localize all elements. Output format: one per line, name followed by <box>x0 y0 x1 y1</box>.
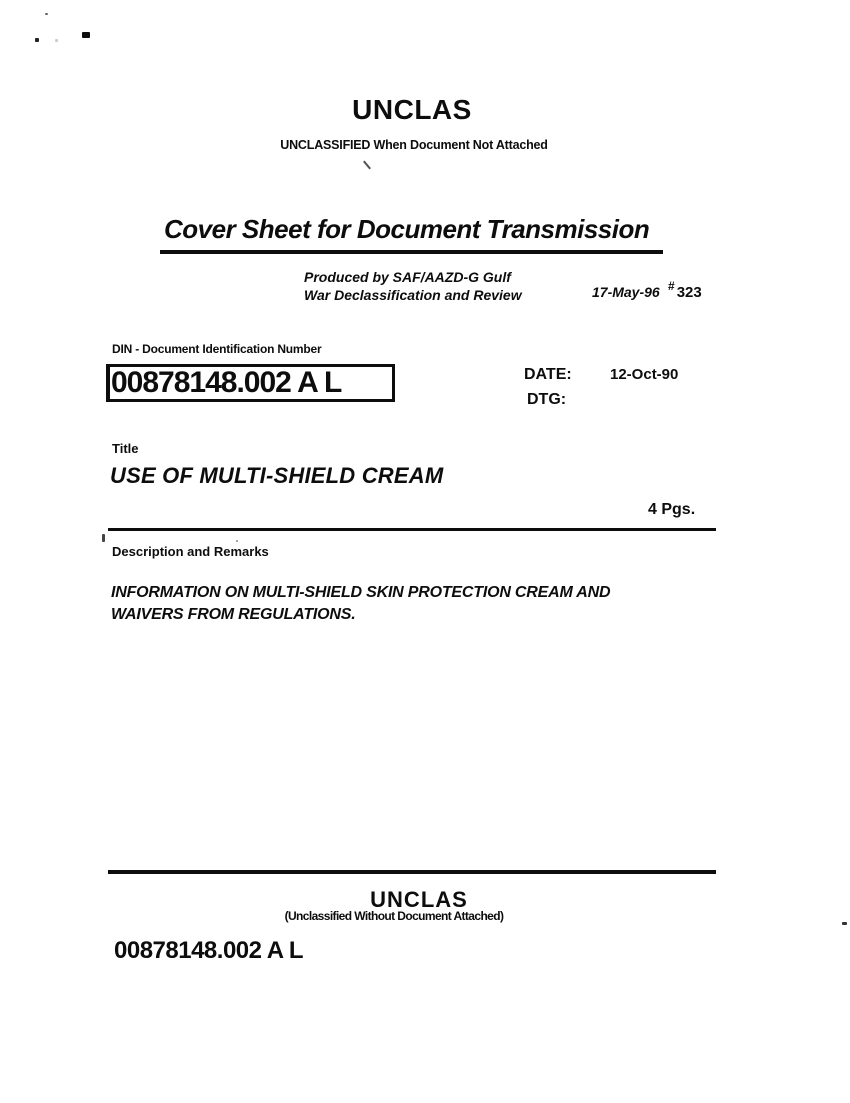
produced-by-line2: War Declassification and Review <box>304 287 522 303</box>
description-field-label: Description and Remarks <box>112 544 269 559</box>
section-divider-top <box>108 528 716 531</box>
scan-speck <box>55 39 58 42</box>
footer-din-value: 00878148.002 A L <box>114 937 304 964</box>
scan-speck <box>35 38 39 42</box>
din-value: 00878148.002 A L <box>111 366 342 399</box>
document-title: USE OF MULTI-SHIELD CREAM <box>110 463 444 488</box>
scan-speck <box>842 922 847 925</box>
scan-speck <box>102 534 105 542</box>
header-classification: UNCLAS <box>352 94 472 125</box>
description-line1: INFORMATION ON MULTI-SHIELD SKIN PROTECTION CREAM AND <box>111 584 611 601</box>
produced-by-line1: Produced by SAF/AAZD-G Gulf <box>304 269 511 285</box>
title-field-label: Title <box>112 441 139 456</box>
scan-tick-mark <box>363 161 371 170</box>
footer-classification-condition: (Unclassified Without Document Attached) <box>284 909 504 923</box>
scan-speck <box>236 540 238 542</box>
section-divider-bottom <box>108 870 716 874</box>
cover-sheet-title: Cover Sheet for Document Transmission <box>160 214 663 254</box>
scan-speck <box>45 13 48 15</box>
print-date: 17-May-96 <box>592 284 660 300</box>
description-line2: WAIVERS FROM REGULATIONS. <box>111 606 356 623</box>
produced-by-block <box>304 268 522 304</box>
description-text <box>111 582 610 626</box>
page-count: 4 Pgs. <box>648 501 696 518</box>
header-classification-condition: UNCLASSIFIED When Document Not Attached <box>280 138 548 152</box>
number-symbol: # <box>668 279 675 293</box>
dtg-field-label: DTG: <box>527 391 567 408</box>
print-number <box>668 279 702 301</box>
footer-classification: UNCLAS <box>370 887 468 912</box>
number-value: 323 <box>676 284 702 301</box>
scan-speck <box>82 32 90 38</box>
din-box <box>106 364 395 402</box>
date-field-value: 12-Oct-90 <box>610 366 679 383</box>
din-label: DIN - Document Identification Number <box>112 342 322 356</box>
date-field-label: DATE: <box>524 366 572 383</box>
